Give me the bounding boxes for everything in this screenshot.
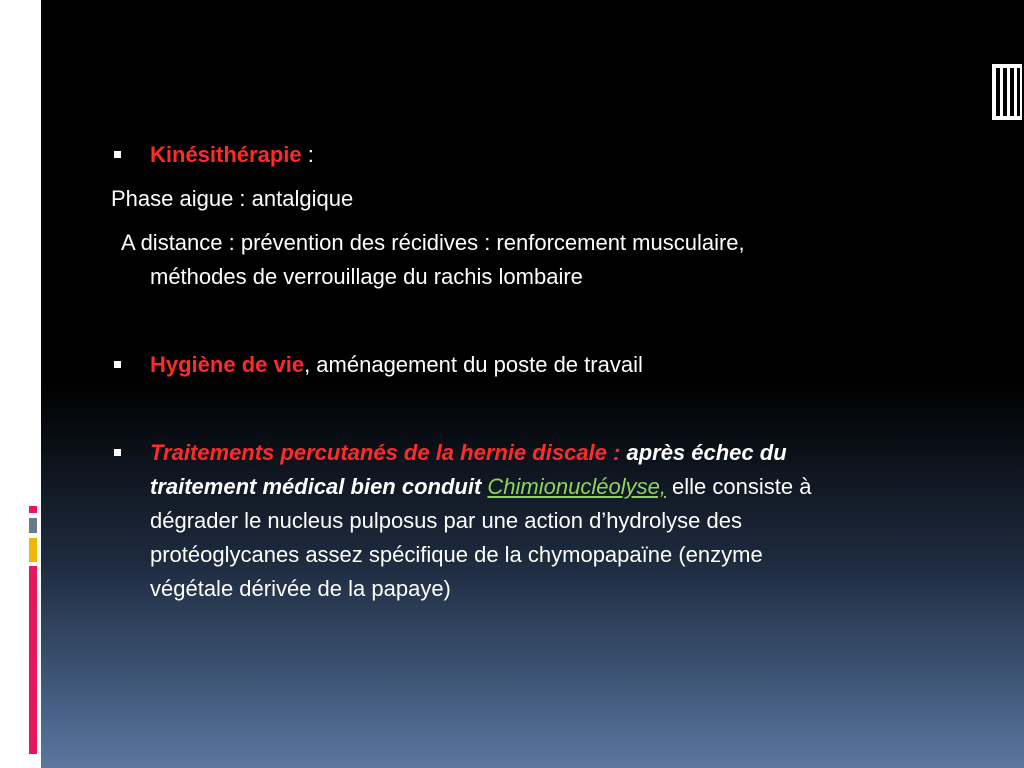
traitements-heading: Traitements percutanés de la hernie discale : — [150, 440, 627, 465]
distance-line-1: A distance : prévention des récidives : renforcement musculaire, — [121, 230, 745, 255]
bullet-kinesitherapie — [150, 138, 314, 172]
traitements-line-4: protéoglycanes assez spécifique de la chymopapaïne (enzyme — [150, 542, 763, 567]
distance-line-2: méthodes de verrouillage du rachis lombaire — [150, 264, 583, 289]
hygiene-rest: , aménagement du poste de travail — [304, 352, 643, 377]
traitements-line-3: dégrader le nucleus pulposus par une action d’hydrolyse des — [150, 508, 742, 533]
traitements-line-2 — [150, 470, 811, 504]
deco-bar-red — [29, 506, 37, 513]
phase-aigue-line: Phase aigue : antalgique — [111, 186, 354, 211]
slides-logo-icon — [992, 64, 1022, 120]
bullet-marker — [114, 449, 121, 456]
traitement-medical-text: traitement médical bien conduit — [150, 474, 482, 499]
traitements-line-5: végétale dérivée de la papaye) — [150, 576, 451, 601]
apres-echec-text: après échec du — [626, 440, 787, 465]
traitements-line-1 — [150, 436, 787, 470]
bullet-marker — [114, 151, 121, 158]
kinesitherapie-colon: : — [301, 142, 314, 167]
deco-bar-gray — [29, 518, 37, 533]
deco-bar-pink — [29, 566, 37, 754]
chimionucleolyse-link: Chimionucléolyse, — [487, 474, 666, 499]
deco-bar-yellow — [29, 538, 37, 562]
slide-background — [41, 0, 1024, 768]
kinesitherapie-heading: Kinésithérapie — [150, 142, 302, 167]
elle-consiste-text: elle consiste à — [665, 474, 812, 499]
hygiene-heading: Hygiène de vie — [150, 352, 305, 377]
bullet-marker — [114, 361, 121, 368]
bullet-hygiene — [150, 348, 643, 382]
